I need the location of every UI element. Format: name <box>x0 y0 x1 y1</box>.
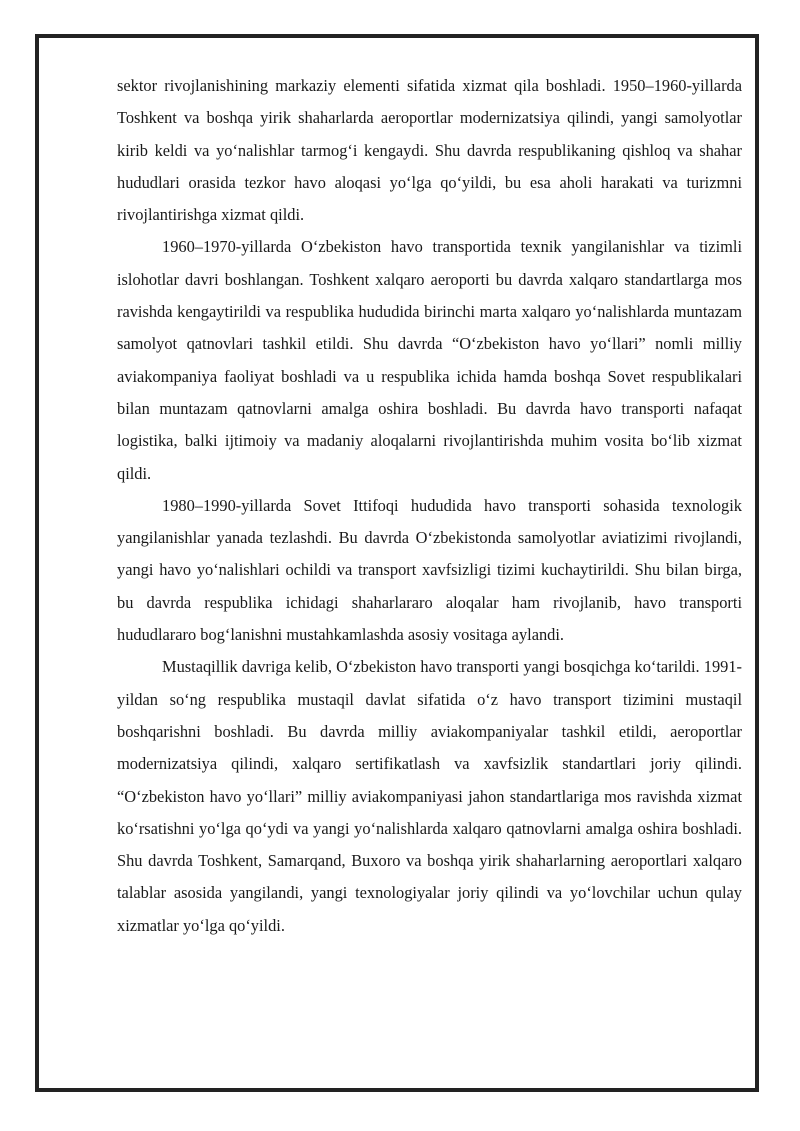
paragraph-continuation: sektor rivojlanishining markaziy elementi sifatida xizmat qila boshladi. 1950–1960-yillarda Toshkent va boshqa yirik shaharlarda aeroportlar modernizatsiya qilindi, yangi samolyotlar kirib keldi va yo‘nalishlar tarmog‘i kengaydi. Shu davrda respublikaning qishloq va shahar hududlari orasida tezkor havo aloqasi yo‘lga qo‘yildi, bu esa aholi harakati va turizmni rivojlantirishga xizmat qildi. <box>117 76 742 225</box>
document-body <box>117 70 742 942</box>
paragraph-1960-1970: 1960–1970-yillarda O‘zbekiston havo transportida texnik yangilanishlar va tizimli islohotlar davri boshlangan. Toshkent xalqaro aeroporti bu davrda xalqaro standartlarga mos ravishda kengaytirildi va respublika hududida birinchi marta xalqaro yo‘nalishlarda muntazam samolyot qatnovlari tashkil etildi. Shu davrda “O‘zbekiston havo yo‘llari” nomli milliy aviakompaniya faoliyat boshladi va u respublika ichida hamda boshqa Sovet respublikalari bilan muntazam qatnovlarni amalga oshira boshladi. Bu davrda havo transporti nafaqat logistika, balki ijtimoiy va madaniy aloqalarni rivojlantirishda muhim vosita bo‘lib xizmat qildi. <box>117 237 742 483</box>
paragraph-independence: Mustaqillik davriga kelib, O‘zbekiston havo transporti yangi bosqichga ko‘tarildi. 1991-yildan so‘ng respublika mustaqil davlat sifatida o‘z havo transport tizimini mustaqil boshqarishni boshladi. Bu davrda milliy aviakompaniyalar tashkil etildi, aeroportlar modernizatsiya qilindi, xalqaro sertifikatlash va xavfsizlik standartlari joriy qilindi. “O‘zbekiston havo yo‘llari” milliy aviakompaniyasi jahon standartlariga mos ravishda xizmat ko‘rsatishni yo‘lga qo‘ydi va yangi yo‘nalishlarda xalqaro qatnovlarni amalga oshira boshladi. Shu davrda Toshkent, Samarqand, Buxoro va boshqa yirik shaharlarning aeroportlari xalqaro talablar asosida yangilandi, yangi texnologiyalar joriy qilindi va yo‘lovchilar uchun qulay xizmatlar yo‘lga qo‘yildi. <box>117 657 742 935</box>
paragraph-1980-1990: 1980–1990-yillarda Sovet Ittifoqi hududida havo transporti sohasida texnologik yangilanishlar yanada tezlashdi. Bu davrda O‘zbekistonda samolyotlar aviatizimi rivojlandi, yangi havo yo‘nalishlari ochildi va transport xavfsizligi tizimi kuchaytirildi. Shu bilan birga, bu davrda respublika ichidagi shaharlararo aloqalar ham rivojlanib, havo transporti hududlararo bog‘lanishni mustahkamlashda asosiy vositaga aylandi. <box>117 495 742 645</box>
